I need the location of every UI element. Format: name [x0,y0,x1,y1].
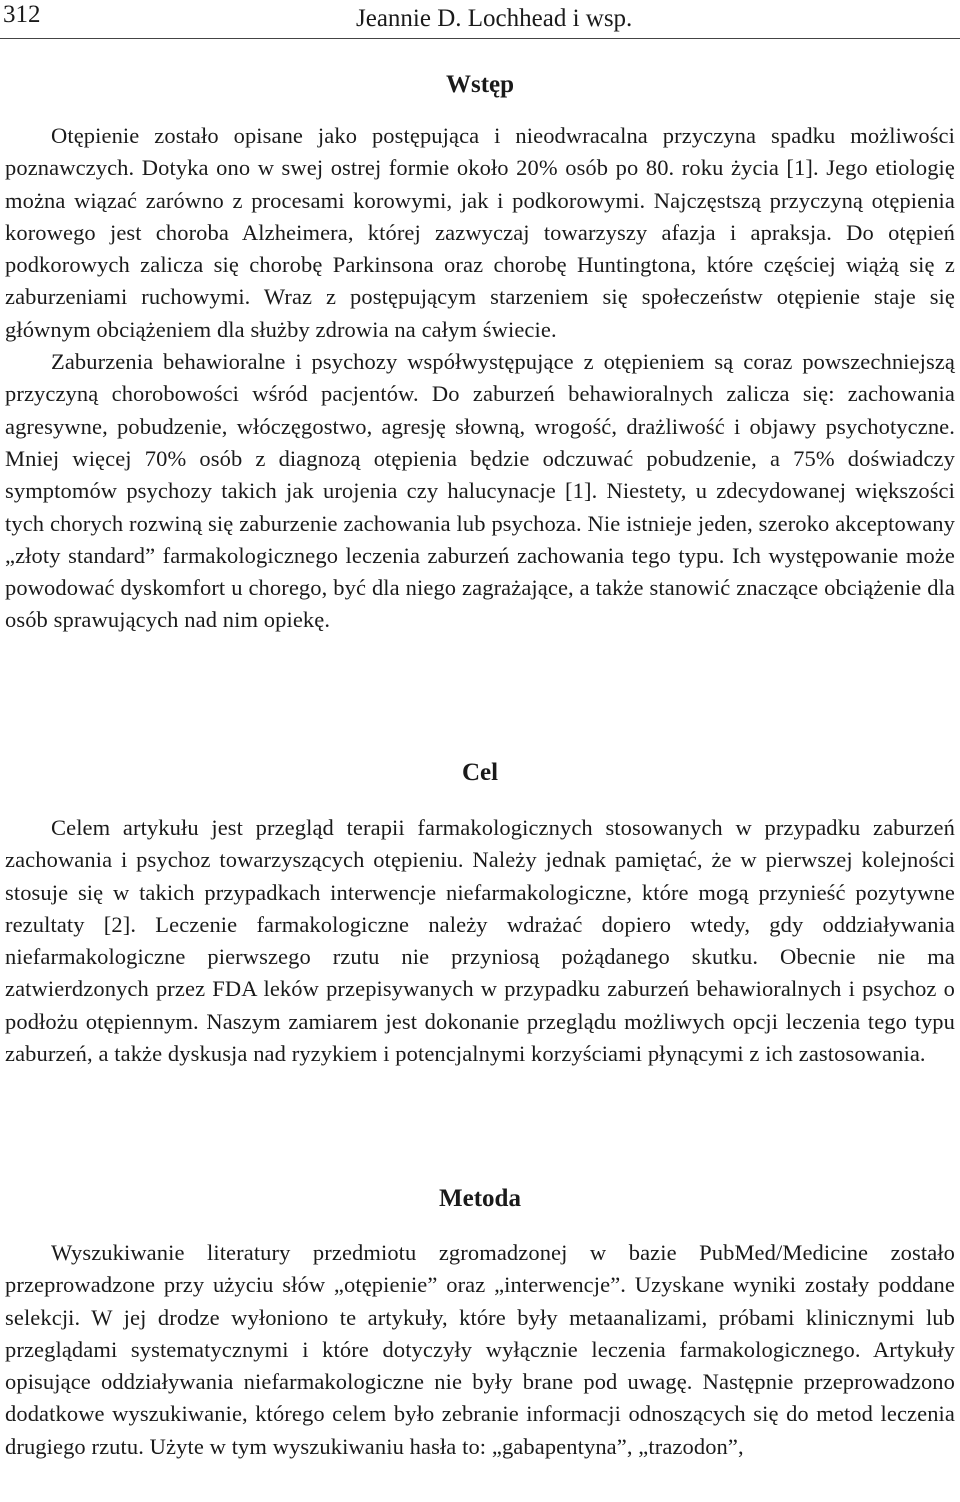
paragraph: Otępienie zostało opisane jako postępująca i nieodwracalna przyczyna spadku możliwości poznawczych. Dotyka ono w swej ostrej formie około 20% osób po 80. roku życia [1]. Jego etiologię można wiązać zarówno z procesami korowymi, jak i podkorowymi. Najczęstszą przyczyną otępienia korowego jest choroba Alzheimera, której zazwyczaj towarzyszy afazja i apraksja. Do otępień podkorowych zalicza się chorobę Parkinsona oraz chorobę Huntingtona, które częściej wiążą się z zaburzeniami ruchowymi. Wraz z postępującym starzeniem się społeczeństw otępienie staje się głównym obciążeniem dla służby zdrowia na całym świecie. [5,123,955,342]
section-body-wstep [5,120,955,637]
paragraph: Zaburzenia behawioralne i psychozy współwystępujące z otępieniem są coraz powszechniejszą przyczyną chorobowości wśród pacjentów. Do zaburzeń behawioralnych zalicza się: zachowania agresywne, pobudzenie, włóczęgostwo, agresję słowną, wrogość, drażliwość i objawy psychotyczne. Mniej więcej 70% osób z diagnozą otępienia będzie odczuwać pobudzenie, a 75% doświadczy symptomów psychozy takich jak urojenia czy halucynacje [1]. Niestety, u zdecydowanej większości tych chorych rozwiną się zaburzenie zachowania lub psychoza. Nie istnieje jeden, szeroko akceptowany „złoty standard” farmakologicznego leczenia zaburzeń zachowania tego typu. Ich występowanie może powodować dyskomfort u chorego, być dla niego zagrażające, a także stanowić znaczące obciążenie dla osób sprawujących nad nim opiekę. [5,349,955,633]
paragraph: Wyszukiwanie literatury przedmiotu zgromadzonej w bazie PubMed/Medicine zostało przeprowadzone przy użyciu słów „otępienie” oraz „interwencje”. Uzyskane wyniki zostały poddane selekcji. W jej drodze wyłoniono te artykuły, które były metaanalizami, próbami klinicznymi lub przeglądami systematycznymi i które dotyczyły wyłącznie leczenia farmakologicznego. Artykuły opisujące oddziaływania niefarmakologiczne nie były brane pod uwagę. Następnie przeprowadzono dodatkowe wyszukiwanie, którego celem było zebranie informacji odnoszących się do metod leczenia drugiego rzutu. Użyte w tym wyszukiwaniu hasła to: „gabapentyna”, „trazodon”, [5,1240,955,1459]
section-heading-metoda: Metoda [439,1185,521,1212]
section-body-cel [5,812,955,1070]
running-header-authors: Jeannie D. Lochhead i wsp. [356,5,633,32]
page-number: 312 [3,1,41,28]
running-header [0,0,960,40]
section-body-metoda [5,1237,955,1463]
section-heading-cel: Cel [461,759,499,786]
section-heading-wstep: Wstęp [445,71,515,98]
header-rule [0,38,960,39]
paragraph: Celem artykułu jest przegląd terapii farmakologicznych stosowanych w przypadku zaburzeń zachowania i psychoz towarzyszących otępieniu. Należy jednak pamiętać, że w pierwszej kolejności stosuje się w takich przypadkach interwencje niefarmakologiczne, które mogą przynieść pozytywne rezultaty [2]. Leczenie farmakologiczne należy wdrażać dopiero wtedy, gdy oddziaływania niefarmakologiczne pierwszego rzutu nie przyniosą pożądanego skutku. Obecnie nie ma zatwierdzonych przez FDA leków przepisywanych w przypadku zaburzeń behawioralnych i psychoz o podłożu otępiennym. Naszym zamiarem jest dokonanie przeglądu możliwych opcji leczenia tego typu zaburzeń, a także dyskusja nad ryzykiem i potencjalnymi korzyściami płynącymi z ich zastosowania. [5,815,955,1067]
